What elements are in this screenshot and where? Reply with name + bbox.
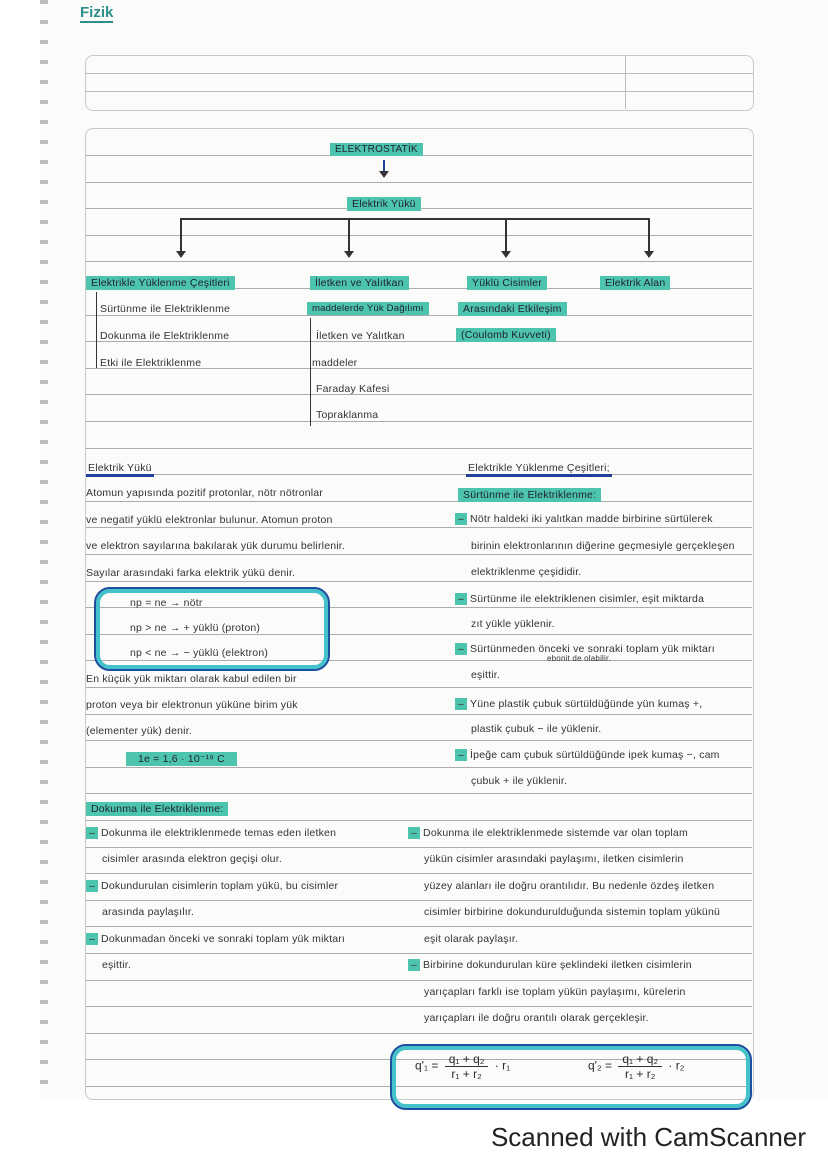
text-line: Atomun yapısında pozitif protonlar, nötr nötronlar [86, 487, 324, 499]
line-text: Dokunma ile elektriklenmede sistemde var olan toplam [423, 827, 688, 839]
ruled-line [86, 1006, 752, 1007]
ruled-line [86, 980, 752, 981]
text-line [86, 933, 345, 945]
ruled-line [86, 873, 752, 874]
line-text: yarıçapları farklı ise toplam yükün paylaşımı, kürelerin [424, 986, 686, 998]
line-text: Sürtünme ile elektriklenen cisimler, eşit miktarda [470, 593, 705, 605]
text-line [102, 853, 282, 865]
text-line: proton veya bir elektronun yüküne birim yük [86, 699, 298, 711]
bullet-dash-icon: – [408, 959, 420, 971]
ruled-line [86, 527, 752, 528]
branch-title: İletken ve Yalıtkan [310, 276, 409, 290]
formula-lhs: q'₁ = [415, 1058, 439, 1073]
section-heading: Elektrik Yükü [86, 462, 154, 477]
text-line: (elementer yük) denir. [86, 725, 192, 737]
branch-item: Topraklanma [316, 409, 379, 421]
text-line [471, 540, 735, 552]
line-text: İpeğe cam çubuk sürtüldüğünde ipek kumaş −, cam [470, 749, 720, 761]
text-line [455, 593, 704, 605]
formula-numerator: q₁ + q₂ [618, 1052, 662, 1067]
branch-item: Sürtünme ile Elektriklenme [100, 303, 231, 315]
branch-title: maddelerde Yük Dağılımı [307, 302, 429, 315]
ruled-line [86, 767, 752, 768]
text-line [424, 933, 518, 945]
ruled-line [86, 1033, 752, 1034]
text-line [86, 827, 336, 839]
ruled-line [86, 847, 752, 848]
tree-line [96, 292, 97, 368]
bullet-dash-icon: – [455, 593, 467, 605]
ruled-line [86, 235, 752, 236]
ruled-line [86, 581, 752, 582]
bullet-dash-icon: – [86, 933, 98, 945]
bullet-dash-icon: – [455, 643, 467, 655]
arrow-icon [348, 218, 350, 256]
formula-numerator: q₁ + q₂ [445, 1052, 489, 1067]
formula-q1 [415, 1052, 510, 1081]
branch-item: maddeler [312, 357, 358, 369]
line-text: yüzey alanları ile doğru orantılıdır. Bu nedenle özdeş iletken [424, 880, 715, 892]
line-text: eşittir. [102, 959, 132, 971]
bullet-dash-icon: – [455, 698, 467, 710]
tree-line [310, 318, 311, 426]
branch-title: Yüklü Cisimler [467, 276, 547, 290]
text-line [424, 906, 720, 918]
line-text: yarıçapları ile doğru orantılı olarak gerçekleşir. [424, 1012, 649, 1024]
line-text: Sürtünmeden önceki ve sonraki toplam yük miktarı [470, 643, 715, 655]
text-line [455, 698, 702, 710]
line-text: eşit olarak paylaşır. [424, 933, 519, 945]
ruled-line [86, 261, 752, 262]
text-line [408, 959, 692, 971]
formula-denominator: r₁ + r₂ [451, 1067, 482, 1081]
box-line: np > ne → + yüklü (proton) [130, 622, 261, 634]
ruled-line [86, 793, 752, 794]
bullet-dash-icon: – [408, 827, 420, 839]
map-root: ELEKTROSTATİK [330, 143, 423, 156]
line-text: Yüne plastik çubuk sürtüldüğünde yün kumaş +, [470, 698, 703, 710]
side-note: ebonit de olabilir. [547, 654, 611, 663]
arrow-icon [648, 218, 650, 256]
line-text: çubuk + ile yüklenir. [471, 775, 568, 787]
text-line [455, 513, 713, 525]
ruled-line [86, 474, 752, 475]
line-text: birinin elektronlarının diğerine geçmesiyle gerçekleşen [471, 540, 735, 552]
text-line [471, 775, 567, 787]
arrow-icon [383, 160, 385, 176]
text-line: ve negatif yüklü elektronlar bulunur. Atomun proton [86, 514, 333, 526]
text-line [424, 880, 714, 892]
formula-elementary-charge: 1e = 1,6 · 10⁻¹⁹ C [126, 752, 237, 766]
line-text: Birbirine dokundurulan küre şeklindeki iletken cisimlerin [423, 959, 692, 971]
map-child: Elektrik Yükü [347, 197, 421, 211]
line-text: Dokundurulan cisimlerin toplam yükü, bu cisimler [101, 880, 339, 892]
branch-line [180, 218, 650, 220]
branch-title: Elektrikle Yüklenme Çeşitleri [86, 276, 235, 290]
branch-title: Elektrik Alan [600, 276, 670, 290]
line-text: cisimler arasında elektron geçişi olur. [102, 853, 282, 865]
ruled-line [86, 687, 752, 688]
ruled-line [86, 926, 752, 927]
divider [625, 55, 626, 109]
ruled-line [86, 820, 752, 821]
text-line [86, 880, 338, 892]
line-text: eşittir. [471, 669, 501, 681]
branch-item: İletken ve Yalıtkan [316, 330, 405, 342]
branch-title: (Coulomb Kuvveti) [456, 328, 556, 342]
branch-item: Etki ile Elektriklenme [100, 357, 202, 369]
formula-q2 [588, 1052, 684, 1081]
section-heading: Elektrikle Yüklenme Çeşitleri; [466, 462, 612, 477]
line-text: yükün cisimler arasındaki paylaşımı, iletken cisimlerin [424, 853, 684, 865]
ruled-line [86, 448, 752, 449]
ruled-line [86, 554, 752, 555]
header-box [85, 55, 754, 111]
line-text: elektriklenme çeşididir. [471, 566, 582, 578]
text-line [408, 827, 688, 839]
arrow-icon [180, 218, 182, 256]
ruled-line [86, 740, 752, 741]
line-text: Dokunmadan önceki ve sonraki toplam yük miktarı [101, 933, 346, 945]
text-line [424, 853, 684, 865]
line-text: plastik çubuk − ile yüklenir. [471, 723, 602, 735]
text-line: En küçük yük miktarı olarak kabul edilen bir [86, 673, 297, 685]
text-line: ve elektron sayılarına bakılarak yük durumu belirlenir. [86, 540, 346, 552]
branch-title: Arasındaki Etkileşim [458, 302, 567, 316]
line-text: Dokunma ile elektriklenmede temas eden iletken [101, 827, 337, 839]
ruled-line [86, 394, 752, 395]
box-line: np = ne → nötr [130, 597, 203, 609]
ruled-line [86, 421, 752, 422]
text-line: Sayılar arasındaki farka elektrik yükü denir. [86, 567, 296, 579]
formula-tail: · r₂ [668, 1058, 685, 1073]
ruled-line [86, 501, 752, 502]
ruled-line [86, 714, 752, 715]
ruled-line [86, 953, 752, 954]
text-line [471, 566, 581, 578]
text-line [471, 618, 555, 630]
box-line: np < ne → − yüklü (elektron) [130, 647, 269, 659]
line-text: zıt yükle yüklenir. [471, 618, 555, 630]
text-line [471, 723, 601, 735]
divider [85, 73, 753, 74]
formula-tail: · r₁ [494, 1058, 511, 1073]
text-line [455, 749, 720, 761]
ruled-line [86, 900, 752, 901]
line-text: cisimler birbirine dokundurulduğunda sistemin toplam yükünü [424, 906, 721, 918]
bullet-dash-icon: – [455, 513, 467, 525]
spiral-binding [40, 0, 48, 1100]
ruled-line [86, 315, 752, 316]
bullet-dash-icon: – [455, 749, 467, 761]
line-text: Nötr haldeki iki yalıtkan madde birbirine sürtülerek [470, 513, 713, 525]
bullet-dash-icon: – [86, 827, 98, 839]
formula-lhs: q'₂ = [588, 1058, 612, 1073]
branch-item: Dokunma ile Elektriklenme [100, 330, 230, 342]
sub-heading: Sürtünme ile Elektriklenme: [458, 488, 601, 502]
arrow-icon [505, 218, 507, 256]
formula-denominator: r₁ + r₂ [624, 1067, 656, 1081]
sub-heading: Dokunma ile Elektriklenme: [86, 802, 228, 816]
branch-item: Faraday Kafesi [316, 383, 390, 395]
divider [85, 91, 753, 92]
text-line [102, 906, 194, 918]
subject-title: Fizik [80, 4, 114, 21]
camscanner-watermark: Scanned with CamScanner [490, 1122, 806, 1152]
text-line [424, 986, 686, 998]
ruled-line [86, 182, 752, 183]
text-line [102, 959, 131, 971]
bullet-dash-icon: – [86, 880, 98, 892]
text-line [424, 1012, 649, 1024]
line-text: arasında paylaşılır. [102, 906, 195, 918]
text-line [471, 669, 500, 681]
